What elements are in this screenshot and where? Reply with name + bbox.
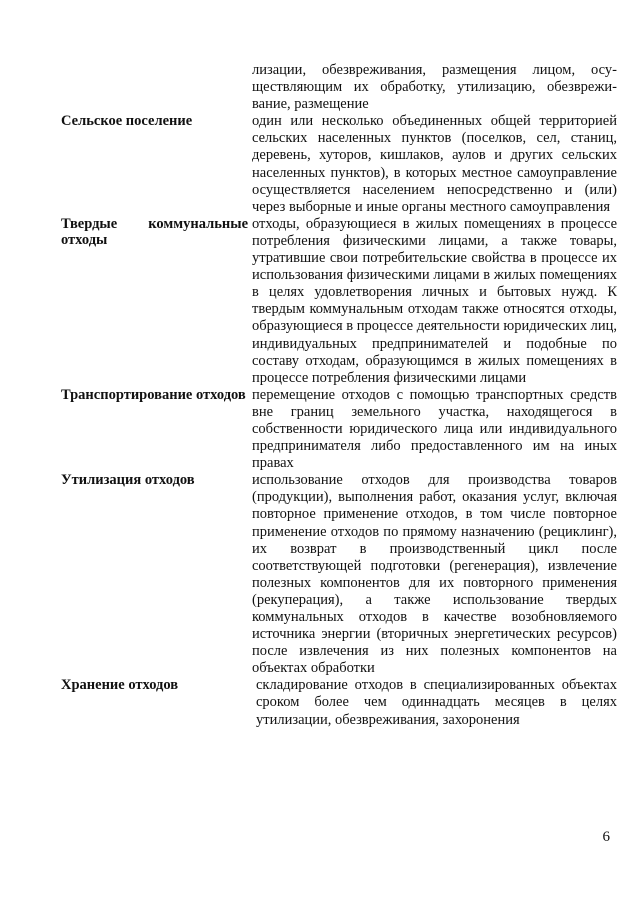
glossary-term: Утилизация отходов [61, 472, 195, 489]
glossary-definition: складирование отходов в специализированных объектах сроком более чем одиннадцать месяцев в целях утилизации, обезвреживания, захоронения [256, 677, 617, 728]
glossary-entry-waste-utilization [61, 472, 617, 677]
glossary-definition: лизации, обезвреживания, размещения лицом, осуществляющим их обработку, утилизацию, обезвреживание, размещение [252, 62, 617, 113]
glossary-definition: отходы, образующиеся в жилых помещениях в процессе потребления физическими лицами, а также товары, утратившие свои потребительские свойства в процессе их использования физическими лицами в жилых помещениях в целях удовлетворения личных и бытовых нужд. К твердым коммунальным отходам также относятся отходы, образующиеся в процессе деятельности юридических лиц, индивидуальных предпринимателей и подобные по составу отходам, образующимся в жилых помещениях в процессе потребления физическими лицами [252, 215, 617, 386]
glossary-term: Сельское поселение [61, 113, 193, 130]
glossary-term: Твердые коммунальные отходы [61, 215, 248, 249]
glossary-entry-rural-settlement [61, 113, 617, 216]
glossary-entry-solid-municipal-waste [61, 216, 617, 387]
glossary-definition: один или несколько объединенных общей территорией сельских населенных пунктов (поселков, сел, станиц, деревень, хуторов, кишлаков, аулов и других сельских населенных пунктов), в которых местное самоуправление осуществляется населением непосредственно и (или) через выборные и иные органы местного самоуправления [252, 113, 617, 215]
glossary-term: Хранение отходов [61, 677, 179, 694]
glossary-definition: перемещение отходов с помощью транспортных средств вне границ земельного участка, находящегося в собственности юридического лица или индивидуального предпринимателя либо предоставленного им на иных правах [252, 386, 617, 472]
glossary-entry-waste-storage [61, 677, 617, 728]
glossary-entry-waste-transportation [61, 387, 617, 472]
glossary-definition: использование отходов для производства товаров (продукции), выполнения работ, оказания услуг, включая повторное применение отходов, в том числе повторное применение отходов по прямому назначению (рециклинг), их возврат в производственный цикл после соответствующей подготовки (регенерация), извлечение полезных компонентов для их повторного применения (рекуперация), а также использование твердых коммунальных отходов в качестве возобновляемого источника энергии (вторичных энергетических ресурсов) после извлечения из них полезных компонентов на объектах обработки [252, 472, 617, 677]
page-number: 6 [602, 829, 610, 845]
glossary-term: Транспортирование отходов [61, 386, 246, 403]
glossary [61, 62, 617, 729]
glossary-entry-continuation [61, 62, 617, 113]
